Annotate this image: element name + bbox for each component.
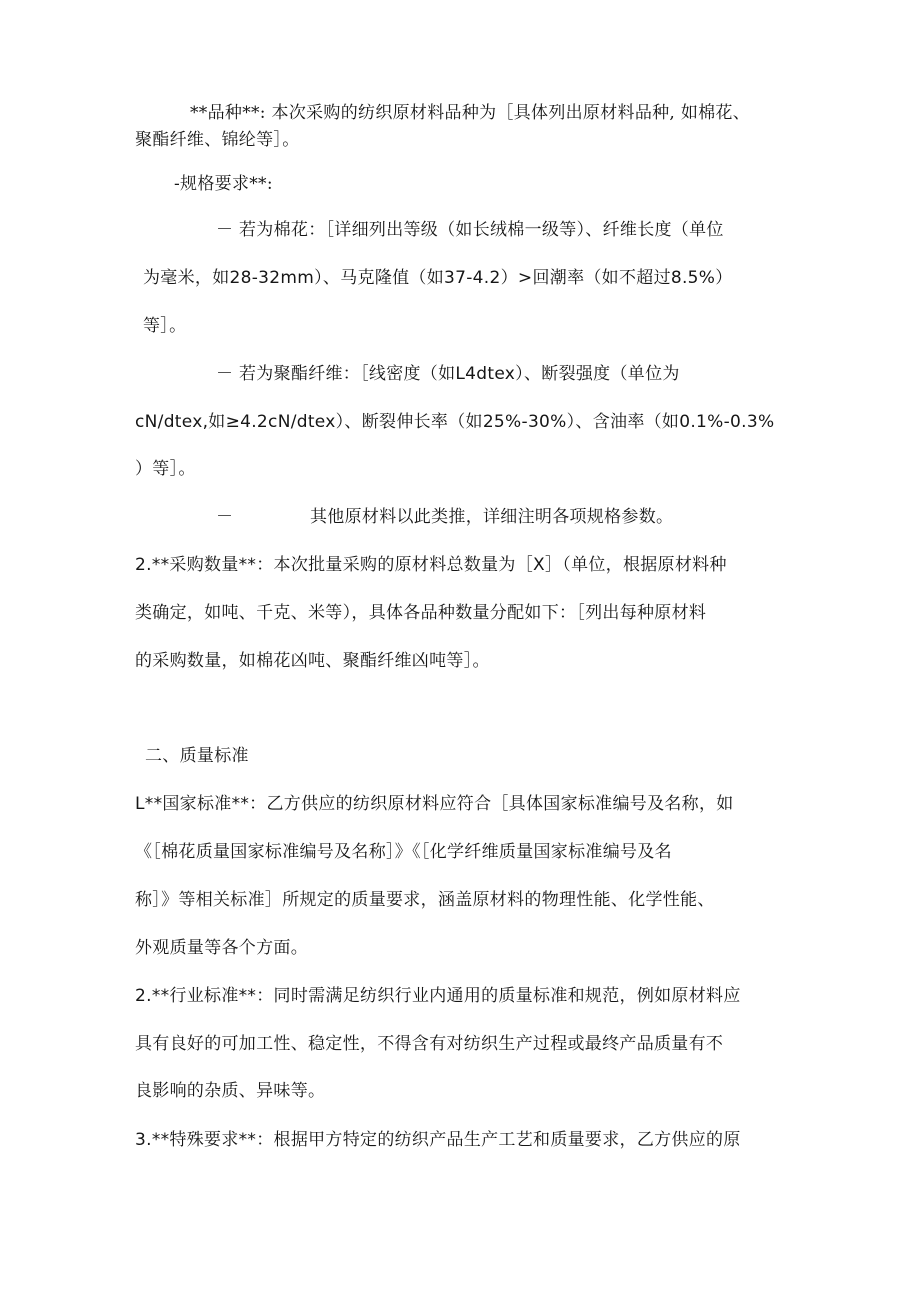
spec-heading: -规格要求**: — [174, 174, 273, 194]
national-standard-line-4: 外观质量等各个方面。 — [135, 938, 308, 958]
cotton-line-3: 等］。 — [143, 316, 187, 336]
cotton-line-2: 为毫米，如28-32mm）、马克隆值（如37-4.2）>回潮率（如不超过8.5%） — [143, 268, 733, 288]
other-materials-line: 其他原材料以此类推，详细注明各项规格参数。 — [310, 507, 674, 527]
variety-line-1: **品种**: 本次采购的纺织原材料品种为［具体列出原材料品种, 如棉花、 — [190, 103, 751, 123]
polyester-line-3: ）等］。 — [135, 459, 196, 479]
variety-line-2: 聚酯纤维、锦纶等］。 — [135, 130, 300, 150]
industry-standard-line-1: 2.**行业标准**：同时需满足纺织行业内通用的质量标准和规范，例如原材料应 — [135, 986, 741, 1006]
other-dash: － — [216, 507, 234, 527]
cotton-line-1: － 若为棉花：［详细列出等级（如长绒棉一级等）、纤维长度（单位 — [216, 220, 724, 240]
national-standard-line-2: 《［棉花质量国家标准编号及名称］》《［化学纤维质量国家标准编号及名 — [135, 842, 672, 862]
industry-standard-line-2: 具有良好的可加工性、稳定性，不得含有对纺织生产过程或最终产品质量有不 — [135, 1034, 724, 1054]
national-standard-line-1: L**国家标准**：乙方供应的纺织原材料应符合［具体国家标准编号及名称，如 — [135, 794, 734, 814]
special-requirement-line-1: 3.**特殊要求**：根据甲方特定的纺织产品生产工艺和质量要求，乙方供应的原 — [135, 1130, 741, 1150]
quantity-line-3: 的采购数量，如棉花凶吨、聚酯纤维凶吨等］。 — [135, 651, 490, 671]
industry-standard-line-3: 良影响的杂质、异味等。 — [135, 1081, 326, 1101]
polyester-line-2: cN/dtex,如≥4.2cN/dtex）、断裂伸长率（如25%-30%）、含油率（如0.1%-0.3% — [135, 412, 775, 432]
section-heading-quality: 二、质量标准 — [145, 746, 249, 766]
quantity-line-1: 2.**采购数量**：本次批量采购的原材料总数量为［X］（单位，根据原材料种 — [135, 555, 727, 575]
national-standard-line-3: 称］》等相关标准］所规定的质量要求，涵盖原材料的物理性能、化学性能、 — [135, 890, 715, 910]
quantity-line-2: 类确定，如吨、千克、米等），具体各品种数量分配如下：［列出每种原材料 — [135, 603, 707, 623]
polyester-line-1: － 若为聚酯纤维：［线密度（如L4dtex）、断裂强度（单位为 — [216, 364, 680, 384]
